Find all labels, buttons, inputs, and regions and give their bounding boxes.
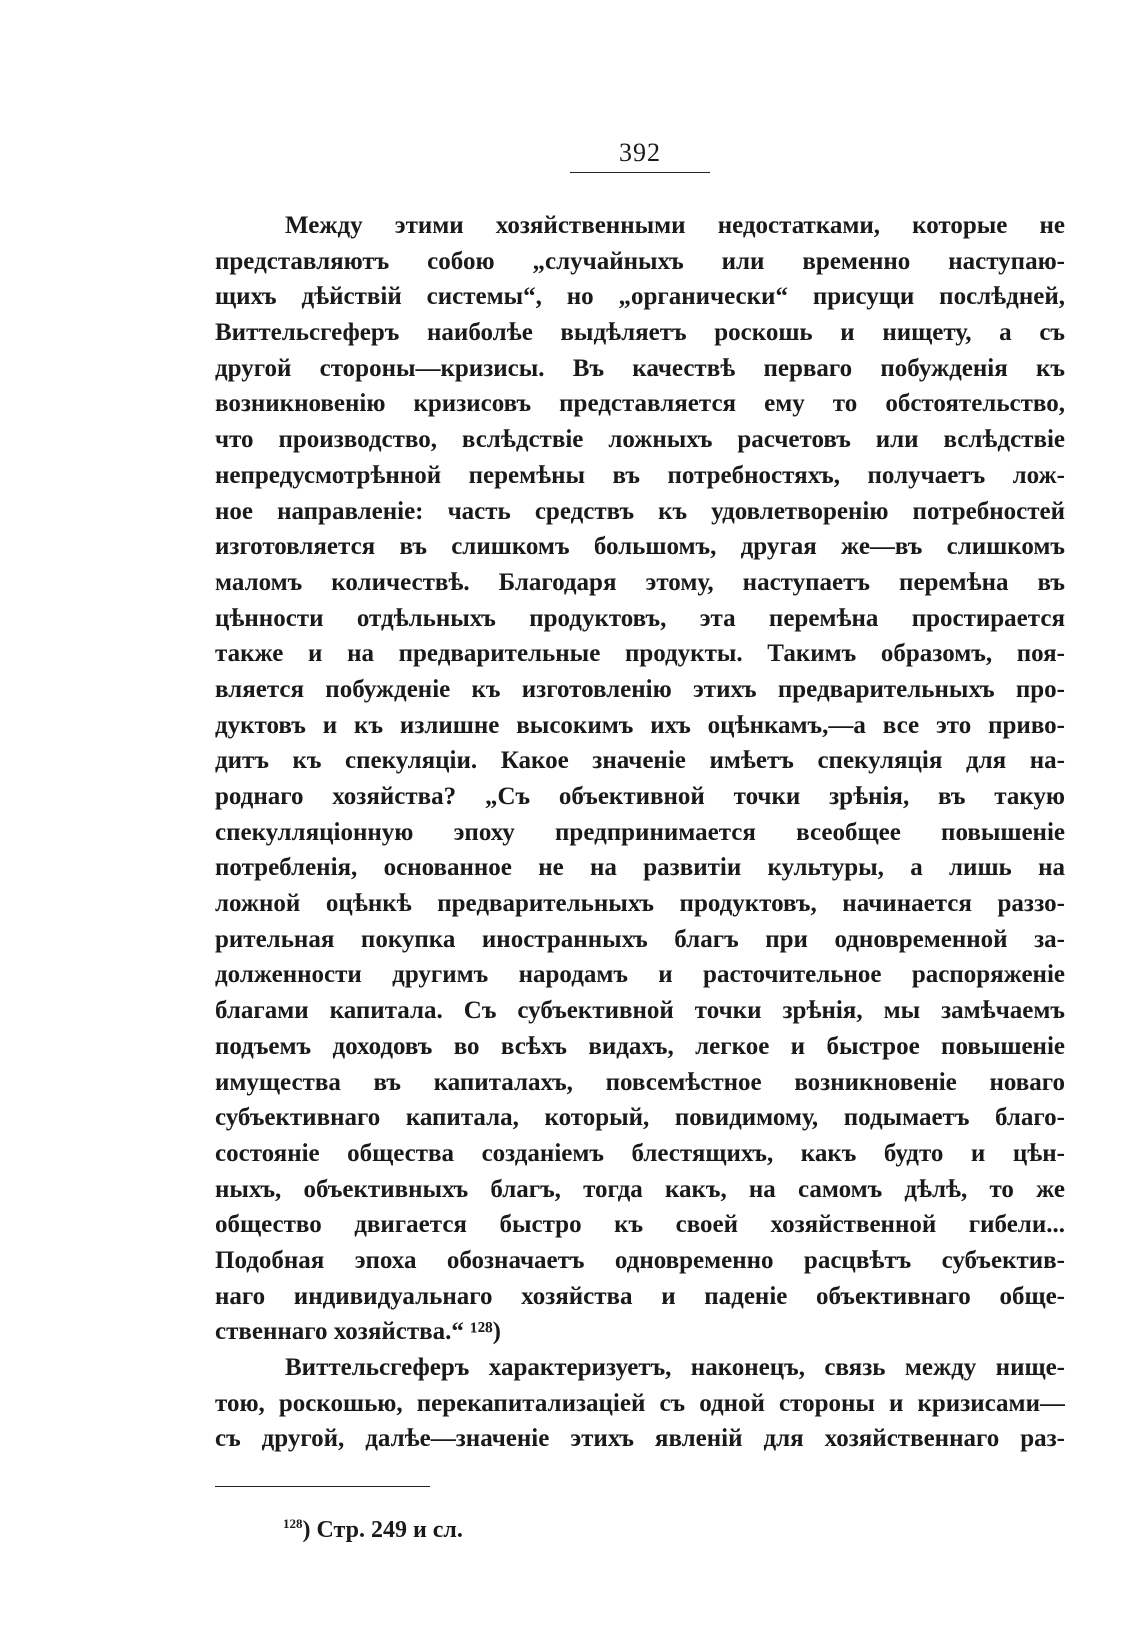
page-number-rule [570,172,710,173]
text-line: изготовляется въ слишкомъ большомъ, другая же—въ слишкомъ [215,533,1065,561]
text-line: субъективнаго капитала, который, повидимому, подымаетъ благо- [215,1104,1065,1132]
text-line: другой стороны—кризисы. Въ качествѣ перваго побужденія къ [215,354,1065,382]
text-line: ное направленіе: часть средствъ къ удовлетворенію потребностей [215,497,1065,525]
text-line: потребленія, основанное не на развитіи культуры, а лишь на [215,854,1065,882]
text-line: благами капитала. Съ субъективной точки зрѣнія, мы замѣчаемъ [215,997,1065,1025]
text-line: наго индивидуальнаго хозяйства и паденіе объективнаго обще- [215,1282,1065,1310]
text-line: дуктовъ и къ излишне высокимъ ихъ оцѣнкамъ,—а все это приво- [215,711,1065,739]
paragraph-2 [215,1350,1065,1457]
footnote-text: ) Стр. 249 и сл. [302,1517,463,1543]
text-line: ныхъ, объективныхъ благъ, тогда какъ, на самомъ дѣлѣ, то же [215,1175,1065,1203]
text-line: цѣнности отдѣльныхъ продуктовъ, эта перемѣна простирается [215,604,1065,632]
paragraph-1 [215,208,1065,1350]
text-line: съ другой, далѣе—значеніе этихъ явленій для хозяйственнаго раз- [215,1425,1065,1453]
text-line: состояніе общества созданіемъ блестящихъ, какъ будто и цѣн- [215,1139,1065,1167]
text-line: маломъ количествѣ. Благодаря этому, наступаетъ перемѣна въ [215,568,1065,596]
text-line: общество двигается быстро къ своей хозяйственной гибели... [215,1211,1065,1239]
text-line: дитъ къ спекуляціи. Какое значеніе имѣетъ спекуляція для на- [215,747,1065,775]
text-line: щихъ дѣйствій системы“, но „органически“ присущи послѣдней, [215,283,1065,311]
text-line: Виттельсгеферъ характеризуетъ, наконецъ, связь между нище- [285,1354,1065,1381]
text-line: спекулляціонную эпоху предпринимается всеобщее повышеніе [215,818,1065,846]
text-line: что производство, вслѣдствіе ложныхъ расчетовъ или вслѣдствіе [215,426,1065,454]
text-line: также и на предварительные продукты. Такимъ образомъ, поя- [215,640,1065,668]
text-line: Между этими хозяйственными недостатками, которые не [285,212,1065,239]
footnote [283,1508,463,1546]
text-line: долженности другимъ народамъ и расточительное распоряженіе [215,961,1065,989]
text-line: рительная покупка иностранныхъ благъ при одновременной за- [215,925,1065,953]
text-line: возникновенію кризисовъ представляется ему то обстоятельство, [215,390,1065,418]
text-line: подъемъ доходовъ во всѣхъ видахъ, легкое и быстрое повышеніе [215,1032,1065,1060]
footnote-rule [215,1486,430,1487]
text-line: непредусмотрѣнной перемѣны въ потребностяхъ, получаетъ лож- [215,461,1065,489]
text-line: ложной оцѣнкѣ предварительныхъ продуктовъ, начинается раззо- [215,890,1065,918]
body-text [215,208,1065,1457]
text-line: тою, роскошью, перекапитализаціей съ одной стороны и кризисами— [215,1389,1065,1417]
text-line: Подобная эпоха обозначаетъ одновременно расцвѣтъ субъектив- [215,1246,1065,1274]
text-line: представляютъ собою „случайныхъ или временно наступаю- [215,247,1065,275]
text-line: роднаго хозяйства? „Съ объективной точки зрѣнія, въ такую [215,783,1065,810]
text-line: имущества въ капиталахъ, повсемѣстное возникновеніе новаго [215,1068,1065,1096]
page-number: 392 [619,138,661,167]
footnote-marker: 128 [283,1516,303,1531]
text-line: вляется побужденіе къ изготовленію этихъ предварительныхъ про- [215,675,1065,703]
text-line: Виттельсгеферъ наиболѣе выдѣляетъ роскошь и нищету, а съ [215,319,1065,347]
text-line: ственнаго хозяйства.“ ¹²⁸) [215,1318,501,1346]
